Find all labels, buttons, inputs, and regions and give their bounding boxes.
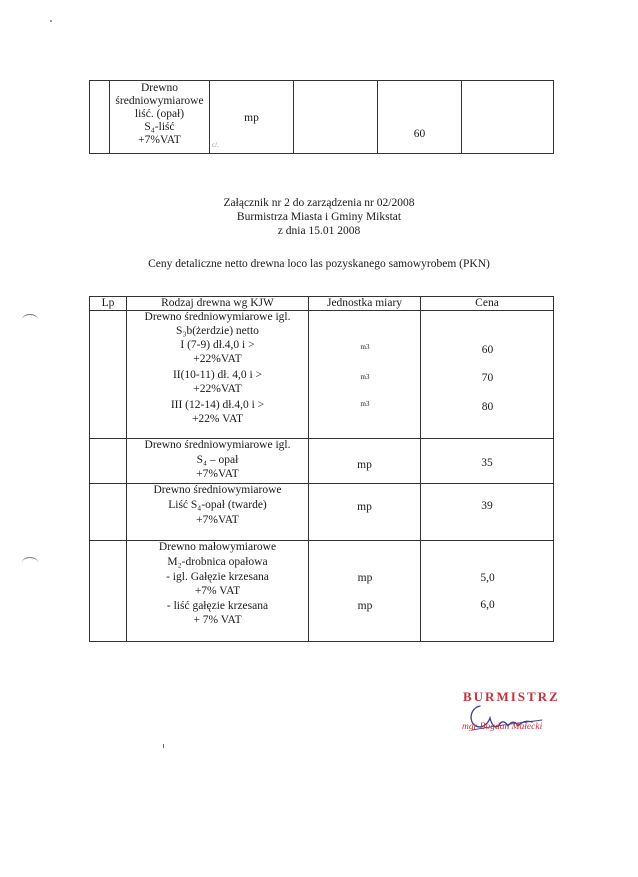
row4-unit: mp	[357, 600, 373, 613]
row1-line: II(10-11) dł. 4,0 i >	[172, 369, 263, 382]
top-lp-cell	[90, 81, 110, 154]
table-row	[90, 311, 554, 439]
row4-line: - igl. Gałęzie krzesana	[166, 571, 269, 584]
row2-price: 35	[481, 456, 493, 469]
table-row	[90, 541, 554, 642]
price-cell	[421, 311, 554, 439]
col-header-jednostka: Jednostka miary	[309, 297, 421, 311]
row1-price: 70	[481, 372, 494, 385]
row2-line: Drewno średniowymiarowe igl.	[144, 438, 291, 451]
top-line: średniowymiarowe	[115, 95, 204, 107]
rodzaj-cell	[127, 541, 309, 642]
col-header-cena: Cena	[421, 297, 554, 311]
row1-price: 80	[481, 401, 494, 414]
row1-unit: m3	[360, 400, 370, 409]
col-header-lp: Lp	[90, 297, 127, 311]
speck	[50, 20, 52, 22]
stamp-name: mgr Bogdan Małecki	[462, 722, 543, 732]
row3-line: Drewno średniowymiarowe	[153, 484, 282, 497]
row4-line: - liść gałęzie krzesana	[166, 600, 269, 613]
top-unit: mp	[244, 112, 259, 124]
row1-price: 60	[481, 344, 494, 357]
row4-line: Drewno małowymiarowe	[158, 541, 277, 554]
row2-line: +7%VAT	[196, 467, 239, 480]
row1-line: III (12-14) dł.4,0 i >	[170, 399, 265, 412]
row3-unit: mp	[357, 501, 372, 514]
top-last-cell	[462, 81, 554, 154]
top-line: S₄-liść	[144, 121, 175, 133]
row4-price: 6,0	[480, 599, 495, 612]
rodzaj-cell	[127, 484, 309, 541]
rodzaj-cell	[127, 438, 309, 483]
price-table	[89, 296, 554, 642]
row1-line: I (7-9) dł.4,0 i >	[180, 339, 255, 352]
top-line: liść. (opał)	[134, 108, 185, 120]
top-empty-cell	[294, 81, 378, 154]
document-header	[0, 196, 638, 238]
row1-line: +22% VAT	[191, 413, 244, 426]
row4-unit: mp	[357, 572, 373, 585]
row4-line: M₂-drobnica opałowa	[167, 556, 268, 569]
unit-cell	[309, 541, 421, 642]
stamp-title: BURMISTRZ	[463, 689, 560, 704]
row4-price: 5,0	[480, 572, 495, 585]
lp-cell	[90, 484, 127, 541]
subtitle: Ceny detaliczne netto drewna loco las pozyskanego samowyrobem (PKN)	[148, 258, 490, 270]
lp-cell	[90, 541, 127, 642]
row2-line: S₄ – opał	[196, 453, 239, 466]
price-cell	[421, 484, 554, 541]
row1-line: +22%VAT	[193, 383, 242, 396]
top-price: 60	[413, 128, 426, 140]
top-price-cell	[378, 81, 462, 154]
table-row	[90, 438, 554, 483]
top-line: +7%VAT	[138, 134, 181, 146]
unit-cell	[309, 484, 421, 541]
table-row	[90, 484, 554, 541]
header-line-1: Załącznik nr 2 do zarządzenia nr 02/2008	[223, 197, 415, 209]
header-line-2: Burmistrza Miasta i Gminy Mikstat	[236, 211, 402, 223]
top-line: Drewno	[140, 82, 179, 94]
price-cell	[421, 438, 554, 483]
row1-line: +22%VAT	[193, 353, 242, 366]
punch-mark-top	[22, 314, 38, 325]
row1-line: S₃b(żerdzie) netto	[176, 325, 259, 338]
row1-unit: m3	[360, 373, 370, 382]
col-header-rodzaj: Rodzaj drewna wg KJW	[127, 297, 309, 311]
row3-line: +7%VAT	[196, 514, 239, 527]
unit-cell	[309, 311, 421, 439]
row3-line: Liść S₄-opał (twarde)	[168, 499, 267, 512]
row2-unit: mp	[357, 458, 372, 471]
row3-price: 39	[481, 500, 493, 513]
row4-line: +7% VAT	[194, 585, 241, 598]
top-unit-cell	[210, 81, 294, 154]
lp-cell	[90, 311, 127, 439]
price-cell	[421, 541, 554, 642]
speck	[163, 744, 164, 748]
row4-line: + 7% VAT	[193, 614, 242, 627]
row1-unit: m3	[360, 343, 370, 352]
unit-cell	[309, 438, 421, 483]
row1-line: Drewno średniowymiarowe igl.	[144, 311, 291, 324]
header-line-3: z dnia 15.01 2008	[277, 225, 361, 237]
top-small-mark: c/.	[212, 141, 219, 149]
lp-cell	[90, 438, 127, 483]
top-table	[89, 80, 554, 154]
punch-mark-bottom	[22, 557, 38, 568]
rodzaj-cell	[127, 311, 309, 439]
top-rodzaj-cell	[110, 81, 210, 154]
